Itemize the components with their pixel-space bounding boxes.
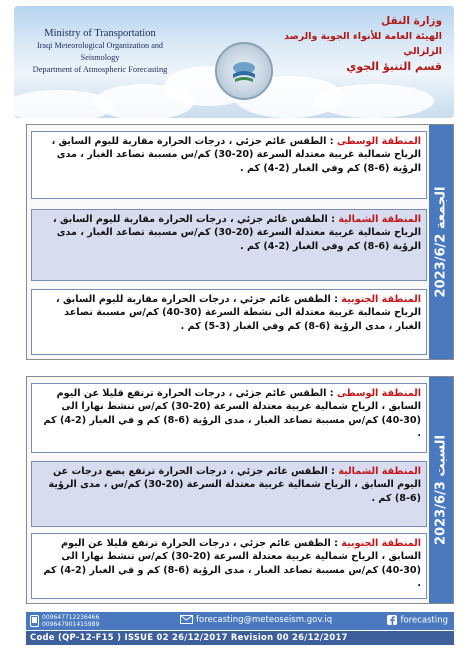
- region-forecast-south: [31, 533, 427, 599]
- day-side-bar: [429, 125, 453, 359]
- region-name: المنطقة الوسطى: [336, 136, 421, 147]
- region-text: : الطقس غائم جزئي ، درجات الحرارة ترتفع بضع درجات عن اليوم السابق ، الرياح شمالية غربية معتدلة السرعة (20-30) كم/س ، مدى الرؤية (6-8) كم .: [48, 466, 421, 504]
- region-forecast-south: [31, 289, 427, 355]
- region-text: : الطقس غائم جزئي ، درجات الحرارة مقاربة لليوم السابق ، الرياح شمالية غربية معتدلة السرعة (20-30) كم/س مسببة تصاعد الغبار ، مدى الرؤية (6-8) كم وفي الغبار (2-4) كم .: [51, 136, 421, 174]
- phone-number-2: 009647901415989: [42, 621, 100, 628]
- region-text: : الطقس غائم جزئي ، درجات الحرارة ترتفع قليلا عن اليوم السابق ، الرياح شمالية غربية معتدلة السرعة (20-30) كم/س تنشط نهارا الى (30-40) كم/س مسببة تصاعد الغبار ، مدى الرؤية (6-8) كم و في الغبار (2-4) كم .: [43, 538, 421, 590]
- region-forecast-north: [31, 209, 427, 281]
- document-code-bar: Code (QP-12-F15 ) ISSUE 02 26/12/2017 Revision 00 26/12/2017: [26, 631, 454, 645]
- phone-numbers: [42, 614, 99, 628]
- department-en: Department of Atmospheric Forecasting: [32, 65, 168, 74]
- contact-bar: [26, 612, 454, 630]
- region-text: : الطقس غائم جزئي ، درجات الحرارة مقاربة لليوم السابق ، الرياح شمالية غربية معتدلة السرعة (20-30) كم/س مسببة تصاعد الغبار ، مدى الرؤية (6-8) كم وفي الغبار (2-4) كم .: [53, 214, 421, 252]
- day-forecast-block: [26, 376, 454, 604]
- email-address[interactable]: forecasting@meteoseism.gov.iq: [196, 615, 333, 625]
- ministry-en: Ministry of Transportation: [44, 28, 156, 39]
- facebook-handle[interactable]: forecasting: [400, 615, 448, 626]
- region-text: : الطقس غائم جزئي ، درجات الحرارة مقاربة لليوم السابق ، الرياح شمالية غربية معتدلة الى نشطة السرعة (30-40) كم/س مسببة تصاعد الغبار ، مدى الرؤية (6-8) كم وفي الغبار (3-5) كم .: [55, 294, 421, 332]
- header-english: [20, 28, 180, 76]
- facebook-icon: [387, 615, 397, 625]
- region-name: المنطقة الشمالية: [338, 214, 421, 225]
- day-forecast-block: [26, 124, 454, 360]
- facebook-contact[interactable]: [387, 615, 448, 626]
- department-ar: قسم التنبؤ الجوي: [346, 60, 442, 73]
- phone-number-1: 009647712236466: [42, 614, 100, 621]
- email-icon: [180, 615, 193, 624]
- organization-logo: [215, 42, 273, 100]
- organization-ar: الهيئة العامة للأنواء الجوية والرصد الزلزالي: [284, 31, 442, 57]
- region-name: المنطقة الجنوبية: [341, 538, 421, 549]
- region-forecast-north: [31, 461, 427, 527]
- region-name: المنطقة الشمالية: [338, 466, 421, 477]
- header-arabic: [272, 14, 442, 74]
- day-label: الجمعة 2023/6/2: [433, 186, 449, 298]
- ministry-ar: وزارة النقل: [381, 15, 442, 27]
- organization-en: Iraqi Meteorological Organization and Seismology: [36, 41, 164, 62]
- region-name: المنطقة الوسطى: [336, 388, 421, 399]
- bulletin-header: [14, 6, 454, 118]
- region-forecast-central: [31, 131, 427, 199]
- day-label: السبت 2023/6/3: [433, 435, 449, 545]
- region-forecast-central: [31, 383, 427, 453]
- region-name: المنطقة الجنوبية: [341, 294, 421, 305]
- day-side-bar: [429, 377, 453, 603]
- email-contact[interactable]: [180, 615, 332, 625]
- bulletin-footer: [26, 612, 454, 646]
- region-text: : الطقس غائم جزئي ، درجات الحرارة ترتفع قليلا عن اليوم السابق ، الرياح شمالية غربية معتدلة السرعة (20-30) كم/س تنشط نهارا الى (30-40) كم/س مسببة تصاعد الغبار ، مدى الرؤية (6-8) كم و في الغبار (2-4) كم .: [43, 388, 421, 440]
- phone-icon: [30, 615, 39, 627]
